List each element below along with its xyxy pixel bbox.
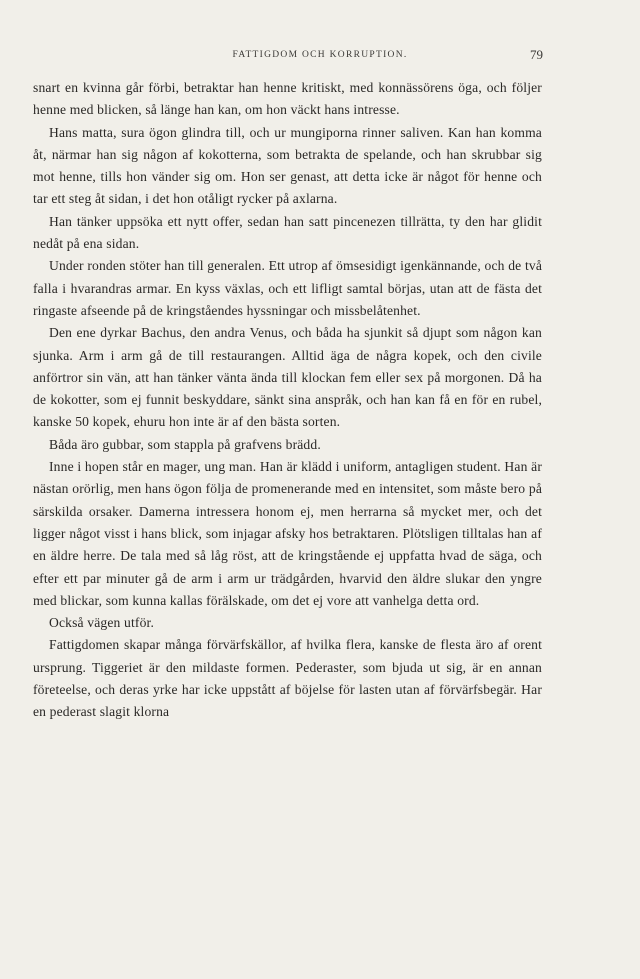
running-head: FATTIGDOM OCH KORRUPTION. (232, 50, 408, 60)
paragraph: Den ene dyrkar Bachus, den andra Venus, och båda ha sjunkit så djupt som någon kan sjunka. Arm i arm gå de till restaurangen. Alltid äga de några kopek, och den civile anförtror sin vän, att han tänker vänta ända till klockan fem eller sex på morgonen. Då ha de kokotter, som ej funnit beskyddare, sänkt sina anspråk, och han kan få en för en rubel, kanske 50 kopek, ehuru hon inte är af den bästa sorten. (33, 325, 542, 430)
paragraph: Han tänker uppsöka ett nytt offer, sedan han satt pincenezen tillrätta, ty den har glidit nedåt på ena sidan. (33, 213, 542, 252)
paragraph-continued: snart en kvinna går förbi, betraktar han henne kritiskt, med konnässörens öga, och följer henne med blicken, så länge han kan, om hon väckt hans intresse. (33, 80, 542, 118)
paragraph: Under ronden stöter han till generalen. Ett utrop af ömsesidigt igenkännande, och de två falla i hvarandras armar. En kyss växlas, och ett lifligt samtal börjas, utan att de fästa det ringaste afseende på de kringståendes hyssningar och missbelåtenhet. (33, 258, 542, 318)
paragraph: Båda äro gubbar, som stappla på grafvens brädd. (49, 436, 321, 452)
page-number: 79 (530, 47, 543, 62)
paragraph: Också vägen utför. (49, 615, 154, 631)
page-header (0, 47, 640, 70)
paragraph: Hans matta, sura ögon glindra till, och ur mungiporna rinner saliven. Kan han komma åt, närmar han sig någon af kokotterna, som betrakta de spelande, och han skrubbar sig mot henne, tills hon vänder sig om. Hon ser genast, att detta icke är något för henne och tar ett steg åt sidan, i det hon otåligt rycker på axlarna. (33, 124, 542, 207)
body-text (33, 77, 542, 724)
paragraph: Fattigdomen skapar många förvärfskällor, af hvilka flera, kanske de flesta äro af orent ursprung. Tiggeriet är den mildaste formen. Pederaster, som bjuda ut sig, är en annan företeelse, och deras yrke har icke uppstått af böjelse för lasten utan af förvärfsbegär. Har en pederast slagit klorna (33, 637, 542, 720)
paragraph: Inne i hopen står en mager, ung man. Han är klädd i uniform, antagligen student. Han är nästan orörlig, men hans ögon följa de promenerande med en intensitet, som måste bero på särskilda orsaker. Damerna intressera honom ej, men herrarna så mycket mer, och det ligger något visst i hans blick, som injagar afsky hos betraktaren. Plötsligen tilltalas han af en äldre herre. De tala med så låg röst, att de kringstående ej uppfatta hvad de säga, och efter ett par minuter gå de arm i arm ur trädgården, hvarvid den äldre slukar den yngre med blickar, som kunna kallas förälskade, om det ej vore att vanhelga detta ord. (33, 459, 542, 608)
